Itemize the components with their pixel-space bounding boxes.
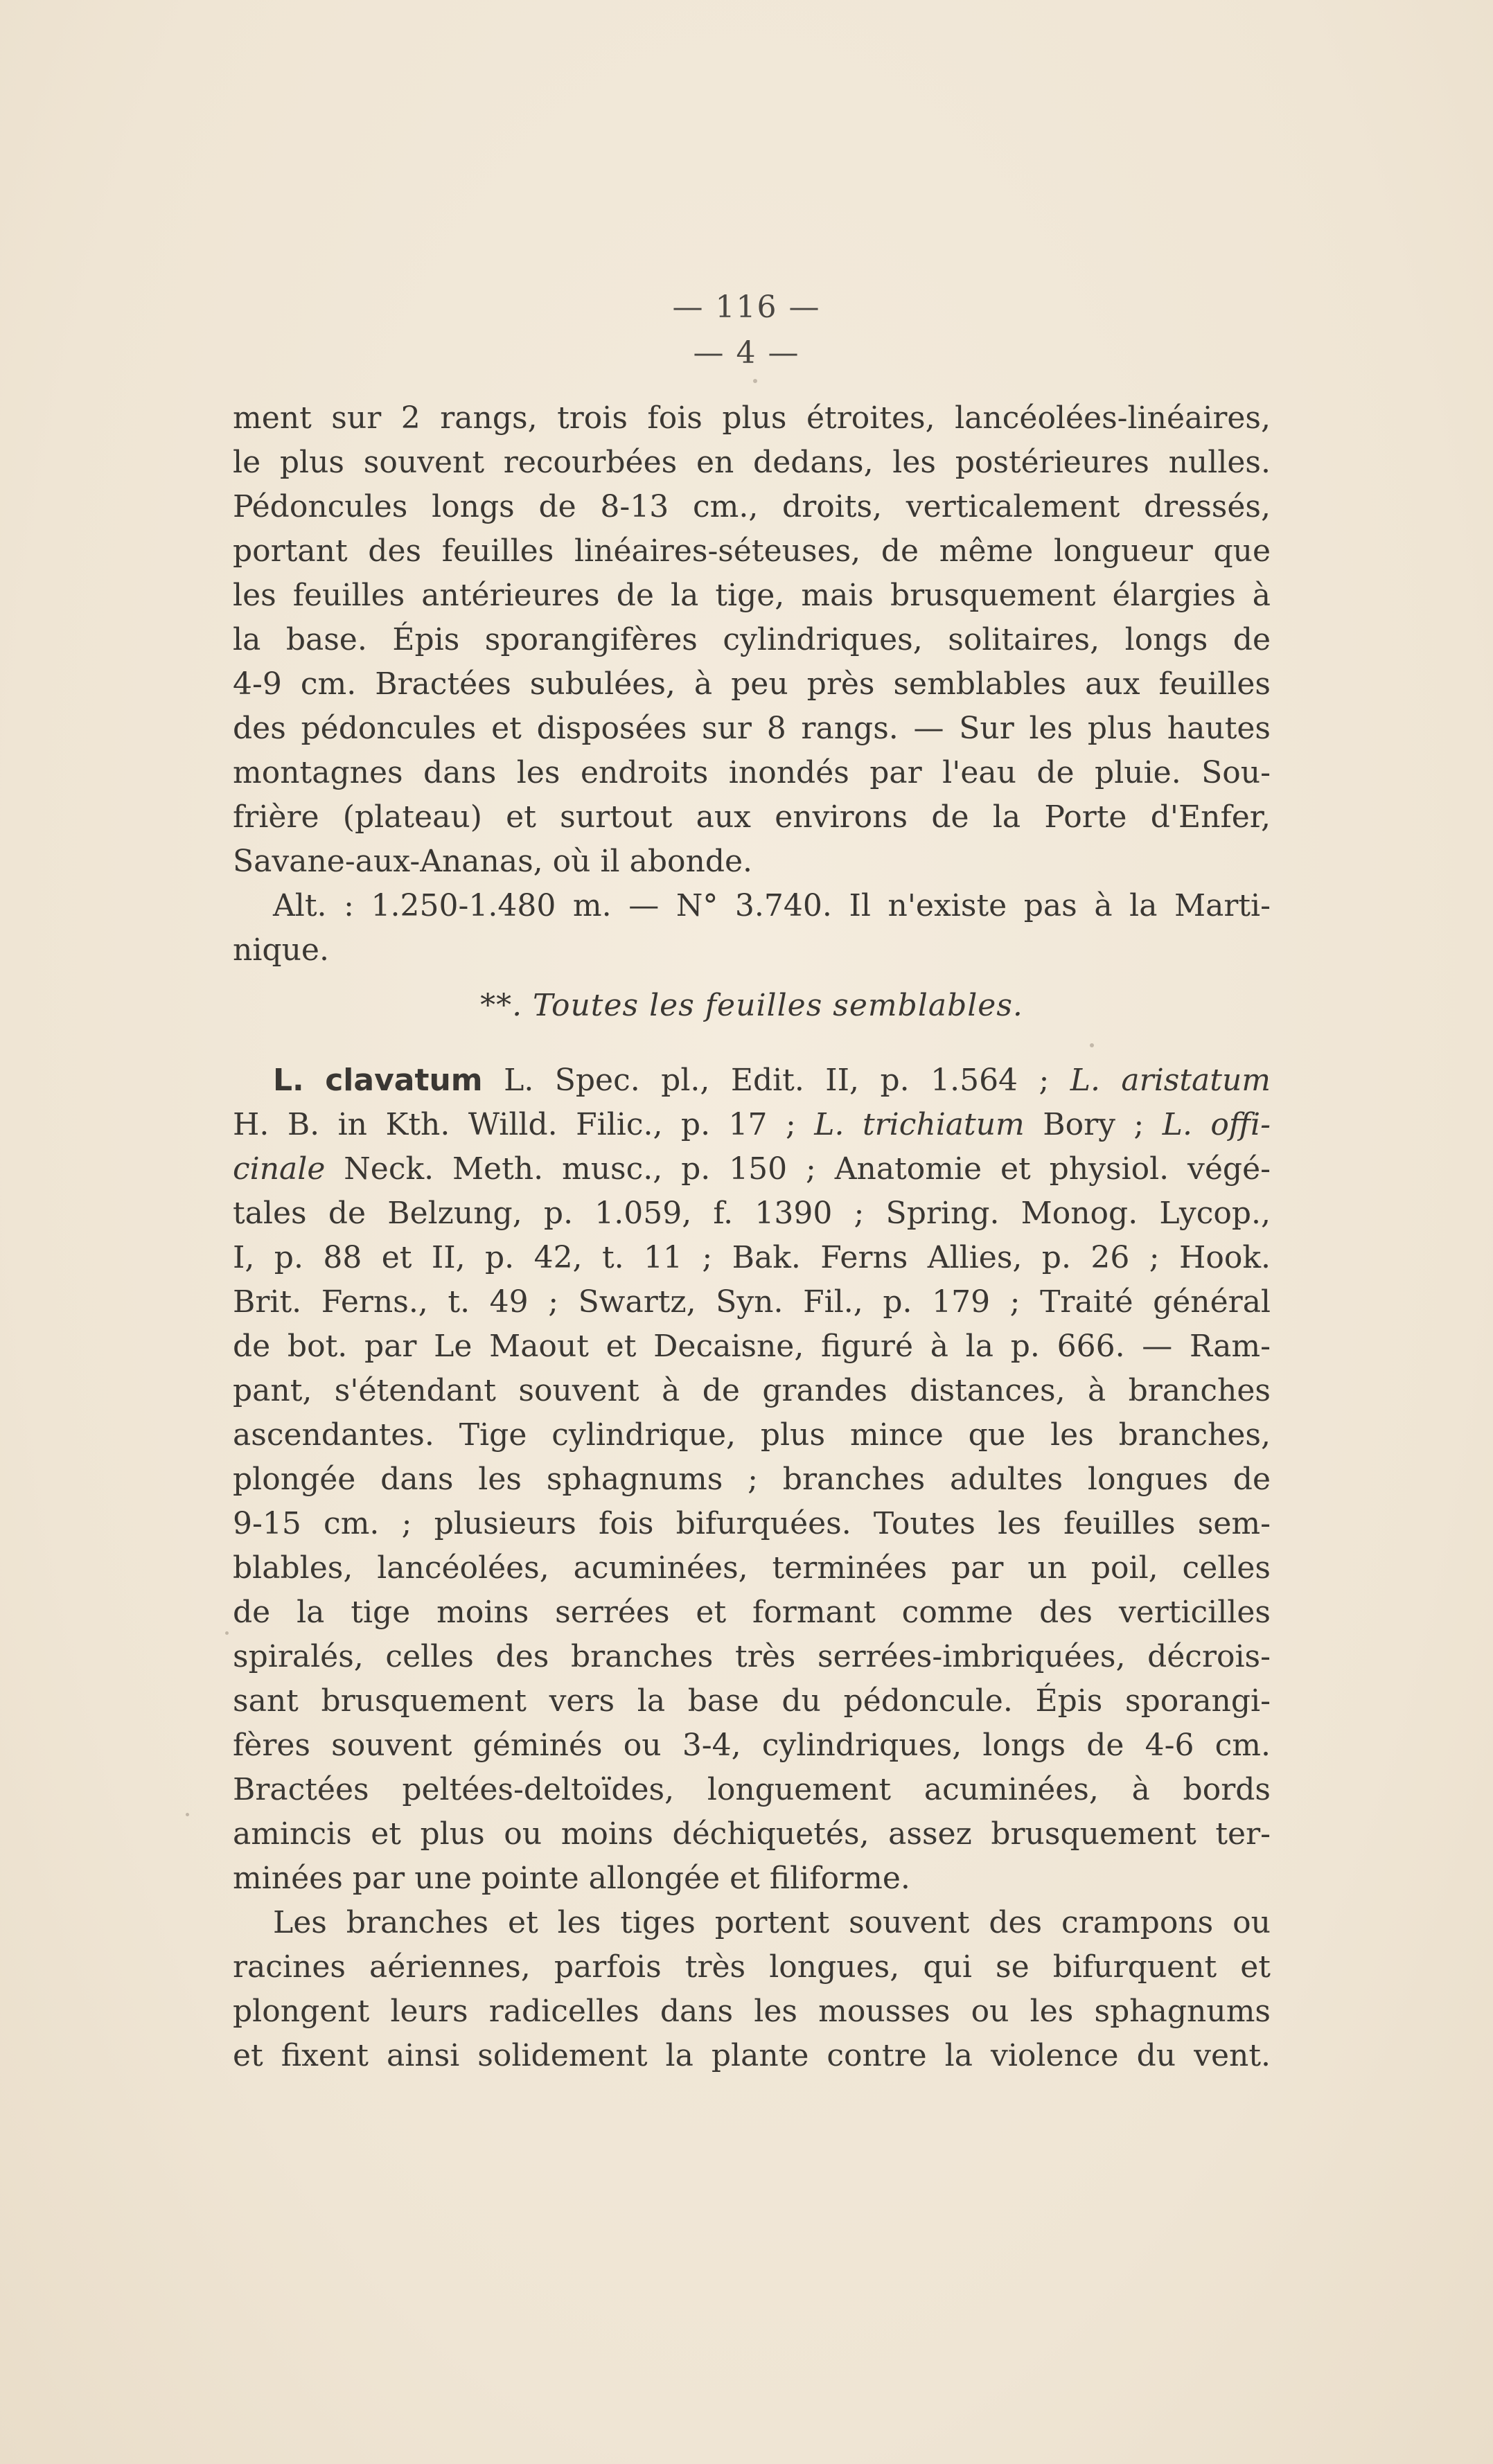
paper-speck <box>186 1813 189 1816</box>
text-line: de bot. par Le Maout et Decaisne, figuré à la p. 666. — Ram- <box>233 1329 1271 1364</box>
text-line: et fixent ainsi solidement la plante contre la violence du vent. <box>233 2038 1271 2073</box>
text-line: racines aériennes, parfois très longues, qui se bifurquent et <box>233 1949 1271 1985</box>
text-line: fères souvent géminés ou 3-4, cylindriques, longs de 4-6 cm. <box>233 1728 1271 1763</box>
text-line: plongée dans les sphagnums ; branches adultes longues de <box>233 1462 1271 1497</box>
text-line: I, p. 88 et II, p. 42, t. 11 ; Bak. Ferns Allies, p. 26 ; Hook. <box>233 1240 1271 1275</box>
text-line: portant des feuilles linéaires-séteuses, de même longueur que <box>233 533 1271 569</box>
text-line: les feuilles antérieures de la tige, mais brusquement élargies à <box>233 578 1271 613</box>
paper-speck <box>225 1631 229 1635</box>
section-heading: **. Toutes les feuilles semblables. <box>480 988 1023 1023</box>
paper-speck <box>1090 1043 1094 1047</box>
text-line: plongent leurs radicelles dans les mousses ou les sphagnums <box>233 1994 1271 2029</box>
species-name: clavatum <box>325 1063 483 1098</box>
text-line: ascendantes. Tige cylindrique, plus mince que les branches, <box>233 1417 1271 1453</box>
text-line: le plus souvent recourbées en dedans, les postérieures nulles. <box>233 445 1271 480</box>
text-line: pant, s'étendant souvent à de grandes distances, à branches <box>233 1373 1271 1408</box>
body-text <box>233 396 1271 2078</box>
text-line: des pédoncules et disposées sur 8 rangs. — Sur les plus hautes <box>233 711 1271 746</box>
text-line: sant brusquement vers la base du pédoncule. Épis sporangi- <box>233 1683 1271 1719</box>
text-line: 4-9 cm. Bractées subulées, à peu près semblables aux feuilles <box>233 666 1271 702</box>
text-line: frière (plateau) et surtout aux environs de la Porte d'Enfer, <box>233 799 1271 835</box>
text-line: Pédoncules longs de 8-13 cm., droits, verticalement dressés, <box>233 489 1271 524</box>
text-line: amincis et plus ou moins déchiquetés, assez brusquement ter- <box>233 1816 1271 1852</box>
text-line: montagnes dans les endroits inondés par l'eau de pluie. Sou- <box>233 755 1271 790</box>
text-line: minées par une pointe allongée et filiforme. <box>233 1861 910 1896</box>
text-line: ment sur 2 rangs, trois fois plus étroites, lancéolées-linéaires, <box>233 400 1271 436</box>
text-fragment: H. B. in Kth. Willd. Filic., p. 17 ; <box>233 1107 815 1142</box>
paper-speck <box>753 379 757 383</box>
text-line: blables, lancéolées, acuminées, terminées par un poil, celles <box>233 1550 1271 1586</box>
text-line: Brit. Ferns., t. 49 ; Swartz, Syn. Fil., p. 179 ; Traité général <box>233 1284 1271 1320</box>
species-genus: L. <box>273 1063 304 1098</box>
text-line: Alt. : 1.250-1.480 m. — N° 3.740. Il n'existe pas à la Marti- <box>273 888 1271 923</box>
text-fragment: L. Spec. pl., Edit. II, p. 1.564 ; <box>482 1063 1070 1098</box>
text-fragment: Bory ; <box>1024 1107 1163 1142</box>
text-line: tales de Belzung, p. 1.059, f. 1390 ; Spring. Monog. Lycop., <box>233 1196 1271 1231</box>
species-heading-line <box>233 1058 1271 1103</box>
synonym-name: L. trichiatum <box>814 1107 1025 1142</box>
text-line: spiralés, celles des branches très serrées-imbriquées, décrois- <box>233 1639 1271 1674</box>
text-line <box>233 1103 1271 1147</box>
text-line: de la tige moins serrées et formant comme des verticilles <box>233 1595 1271 1630</box>
synonym-name: L. aristatum <box>1070 1063 1271 1098</box>
text-line: Savane-aux-Ananas, où il abonde. <box>233 844 753 879</box>
text-line: nique. <box>233 932 329 968</box>
page-number-secondary: — 4 — <box>693 335 800 371</box>
synonym-name: cinale <box>233 1151 326 1187</box>
synonym-name: L. offi- <box>1162 1107 1271 1142</box>
text-line: la base. Épis sporangifères cylindriques, solitaires, longs de <box>233 622 1271 657</box>
text-line: Bractées peltées-deltoïdes, longuement acuminées, à bords <box>233 1772 1271 1807</box>
text-line: 9-15 cm. ; plusieurs fois bifurquées. Toutes les feuilles sem- <box>233 1506 1271 1541</box>
text-line: Les branches et les tiges portent souvent des crampons ou <box>273 1905 1271 1940</box>
page-number-primary: — 116 — <box>672 290 821 325</box>
text-line <box>233 1147 1271 1191</box>
text-fragment: Neck. Meth. musc., p. 150 ; Anatomie et physiol. végé- <box>325 1151 1271 1187</box>
